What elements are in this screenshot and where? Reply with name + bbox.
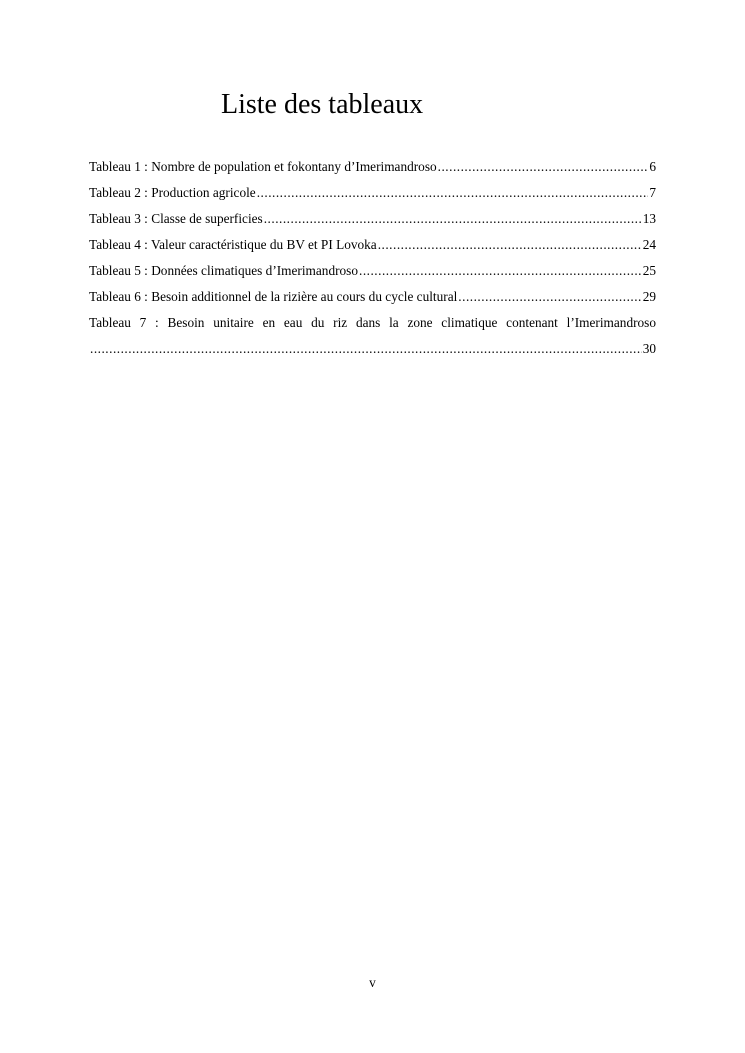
page-number: v xyxy=(369,975,376,990)
toc-entry[interactable] xyxy=(89,232,656,258)
toc-entry-page: 13 xyxy=(642,211,656,226)
toc-entry-label: Tableau 2 : Production agricole xyxy=(89,185,256,200)
toc-entry[interactable] xyxy=(89,180,656,206)
toc-entry-page: 6 xyxy=(649,159,656,174)
toc-entry-label: Tableau 4 : Valeur caractéristique du BV et PI Lovoka xyxy=(89,237,377,252)
toc-entry[interactable] xyxy=(89,206,656,232)
toc-entry-label: Tableau 1 : Nombre de population et fokontany d’Imerimandroso xyxy=(89,159,437,174)
toc-entry[interactable] xyxy=(89,258,656,284)
toc-entry[interactable] xyxy=(89,154,656,180)
dot-leader xyxy=(438,159,649,175)
toc-entry-label: Tableau 6 : Besoin additionnel de la rizière au cours du cycle cultural xyxy=(89,289,458,304)
table-of-contents xyxy=(89,154,656,362)
toc-entry-line xyxy=(89,336,656,362)
toc-entry-page: 25 xyxy=(642,263,656,278)
dot-leader xyxy=(458,289,641,305)
toc-entry[interactable] xyxy=(89,310,656,362)
toc-entry-page: 30 xyxy=(642,341,656,356)
toc-entry-label: Tableau 7 : Besoin unitaire en eau du riz dans la zone climatique contenant l’Imerimandroso xyxy=(89,315,656,330)
dot-leader xyxy=(257,185,649,201)
dot-leader xyxy=(359,263,642,279)
toc-entry-label: Tableau 3 : Classe de superficies xyxy=(89,211,263,226)
dot-leader xyxy=(378,237,642,253)
dot-leader xyxy=(264,211,642,227)
toc-entry-line xyxy=(89,310,656,336)
toc-entry-page: 7 xyxy=(649,185,656,200)
toc-entry[interactable] xyxy=(89,284,656,310)
dot-leader xyxy=(90,341,642,357)
toc-entry-page: 29 xyxy=(642,289,656,304)
toc-entry-label: Tableau 5 : Données climatiques d’Imerimandroso xyxy=(89,263,358,278)
toc-entry-page: 24 xyxy=(642,237,656,252)
page-title: Liste des tableaux xyxy=(221,89,424,120)
